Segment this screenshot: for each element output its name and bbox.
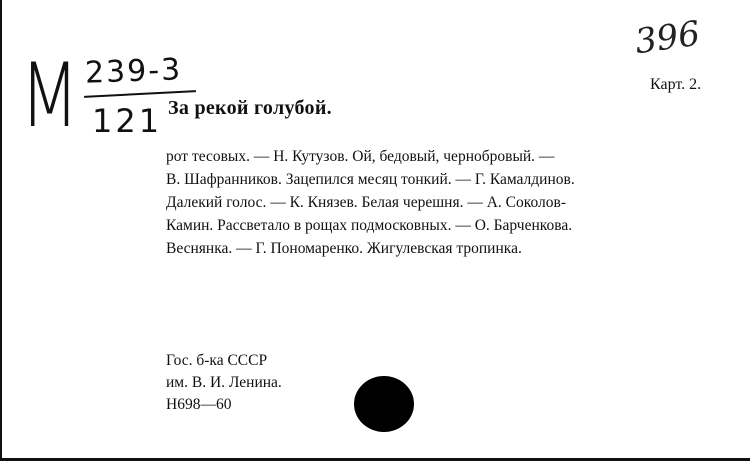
card-title: За рекой голубой. xyxy=(168,97,332,119)
content-line: рот тесовых. — Н. Кутузов. Ой, бедовый, чернобровый. — xyxy=(166,148,555,165)
punch-hole xyxy=(354,376,414,432)
content-line: Далекий голос. — К. Князев. Белая черешня. — А. Соколов- xyxy=(166,194,566,211)
content-line: В. Шафранников. Зацепился месяц тонкий. — Г. Камалдинов. xyxy=(166,171,575,188)
library-imprint xyxy=(166,350,282,416)
handwritten-shelfmark-bottom: 121 xyxy=(92,102,163,140)
handwritten-letter: М xyxy=(20,44,80,147)
content-line: Веснянка. — Г. Пономаренко. Жигулевская тропинка. xyxy=(166,240,522,257)
handwritten-corner-number: 396 xyxy=(632,13,703,63)
card-number: Карт. 2. xyxy=(650,76,702,93)
imprint-line: им. В. И. Ленина. xyxy=(166,374,282,391)
imprint-line: Гос. б-ка СССР xyxy=(166,352,268,369)
content-line: Камин. Рассветало в рощах подмосковных. — О. Барченкова. xyxy=(166,217,573,234)
card-content xyxy=(166,145,728,260)
handwritten-shelfmark-top: 239-3 xyxy=(84,52,183,91)
imprint-line: Н698—60 xyxy=(166,396,232,413)
